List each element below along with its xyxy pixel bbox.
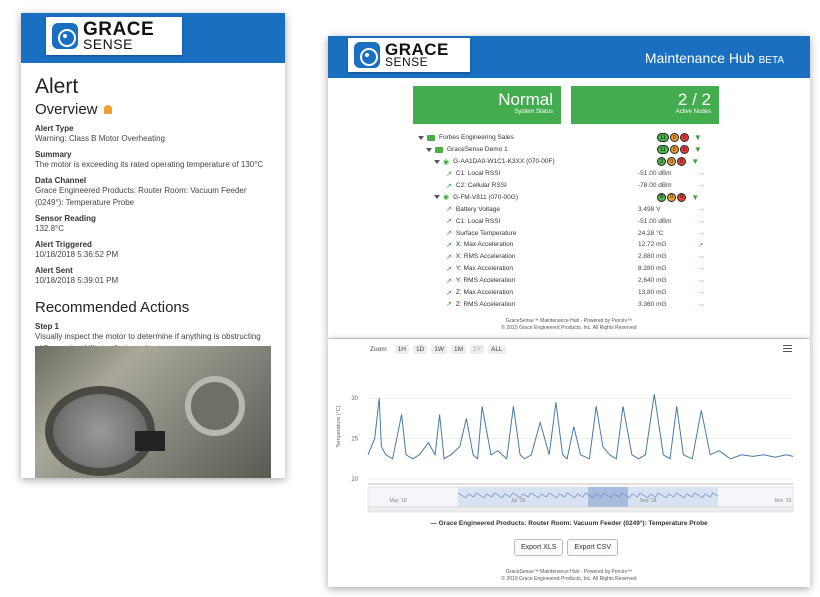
tree-row[interactable] [418,144,718,156]
channel-value: 13.80 mG [638,289,667,297]
tree-row-label: Z: RMS Acceleration [455,300,516,308]
trend-icon: ↗ [446,241,452,249]
recommended-actions-heading: Recommended Actions [35,299,190,316]
signal-icon: ▼ [693,145,702,155]
tree-row[interactable] [418,180,718,192]
count-badge: 0 [677,193,686,202]
navigator-label: May '18 [389,498,407,504]
signal-icon: ▼ [693,133,702,143]
y-tick-label: 25 [351,436,358,443]
trend-arrow-icon: → [698,229,705,237]
gracesense-logo-icon [52,23,78,49]
tree-row-label: G-AA1DA0-W1C1-K3XX (070-00F) [453,158,555,166]
tree-row-label: C2: Cellular RSSI [455,182,507,189]
tree-row-label: Forbes Engineering Sales [439,134,514,142]
signal-icon: ▼ [691,157,700,167]
trend-arrow-icon: → [698,277,705,285]
logo-text-line1: GRACE [385,39,449,59]
export-csv-button[interactable]: Export CSV [567,539,618,556]
count-badge: 0 [670,133,679,142]
field-label: Alert Triggered [35,240,92,249]
channel-value: 12.72 mG [638,241,667,249]
tree-row[interactable] [418,263,718,275]
tree-row-label: C1: Local RSSI [455,170,501,178]
trend-arrow-icon: ↗ [698,241,704,249]
trend-icon: ↗ [446,277,452,285]
zoom-option-1w[interactable]: 1W [431,345,447,354]
maintenance-hub-panel [328,36,810,338]
navigator-scrollbar[interactable] [368,507,793,512]
zoom-option-1h[interactable]: 1H [395,345,409,354]
zoom-option-1d[interactable]: 1D [413,345,427,354]
chart-legend[interactable]: — Grace Engineered Products: Router Room: Vacuum Feeder (0249°): Temperature Probe [430,520,708,527]
tree-row[interactable] [418,251,718,263]
zoom-option-all[interactable]: ALL [488,345,506,354]
channel-value: 2.880 mG [638,253,667,261]
node-icon: ◉ [443,158,450,166]
tree-row-label: Battery Voltage [455,205,500,213]
step-text: Visually inspect the motor to determine if anything is obstructing [35,332,261,341]
channel-value: -78.00 dBm [638,182,672,189]
chart-menu-icon[interactable] [783,345,792,352]
system-status-label: System Status [514,109,553,115]
field-value: Warning: Class B Motor Overheating [35,134,165,143]
node-icon: ◉ [443,194,450,202]
alert-title: Alert [35,75,79,98]
active-nodes-tile [571,86,719,124]
logo-text-line2: SENSE [385,55,429,70]
trend-icon: ↗ [446,230,452,238]
overview-heading: Overview [35,101,271,118]
bell-icon [104,105,112,114]
count-badge: 0 [670,145,679,154]
trend-icon: ↗ [446,182,452,190]
expand-caret-icon[interactable] [426,148,432,152]
field-label: Sensor Reading [35,214,96,223]
trend-arrow-icon: → [698,300,705,308]
tree-row[interactable] [418,132,718,144]
tree-row[interactable] [418,287,718,299]
alert-panel [21,13,285,478]
tree-row[interactable] [418,191,718,203]
count-badge: 8 [657,193,666,202]
step-label: Step 1 [35,322,60,331]
y-tick-label: 20 [351,477,358,483]
zoom-option-1y[interactable]: 1Y [470,345,484,354]
trend-icon: ↗ [446,253,452,261]
expand-caret-icon[interactable] [434,195,440,199]
field-value: Grace Engineered Products: Router Room: Vacuum Feeder (0249°): Temperature Probe [35,186,247,207]
tree-row[interactable] [418,168,718,180]
folder-icon [427,135,435,141]
field-value: 132.8°C [35,224,64,233]
tree-row-label: GraceSense Demo 1 [447,146,508,154]
tree-row-label: Y: Max Acceleration [455,265,513,273]
field-value: 10/18/2018 5:36:52 PM [35,250,119,259]
tree-row-label: X: Max Acceleration [455,241,514,249]
channel-value: -51.00 dBm [638,217,672,225]
tree-row-label: G-FM-V811 (070-00G) [453,193,519,201]
trend-icon: ↗ [446,170,452,178]
field-label: Alert Type [35,124,74,133]
trend-icon: ↗ [446,265,452,273]
trend-icon: ↗ [446,301,452,309]
gracesense-logo[interactable] [348,38,470,72]
tree-row[interactable] [418,156,718,168]
logo-text-line1: GRACE [83,19,155,41]
tree-row[interactable] [418,227,718,239]
channel-value: 8.280 mG [638,265,667,273]
field-value: 10/18/2018 5:39:01 PM [35,276,119,285]
chart-panel [328,339,810,587]
folder-icon [435,147,443,153]
logo-text-line2: SENSE [83,36,133,53]
export-xls-button[interactable]: Export XLS [514,539,563,556]
trend-arrow-icon: → [698,265,705,273]
count-badge: 0 [680,133,689,142]
trend-arrow-icon: → [698,217,705,225]
field-value: The motor is exceeding its rated operating temperature of 130°C [35,160,264,169]
tree-row[interactable] [418,275,718,287]
trend-arrow-icon: → [698,289,705,297]
active-nodes-value: 2 / 2 [677,90,711,109]
chart-footer: GraceSense™ Maintenance Hub - Powered by Percëv™ © 2019 Grace Engineered Products, Inc. All Rights Reserved [501,569,637,582]
trend-icon: ↗ [446,218,452,226]
alert-header-bar [21,13,285,63]
trend-arrow-icon: → [698,170,705,178]
count-badge: 11 [657,133,669,142]
gracesense-logo-icon [354,42,380,68]
system-status-tile [413,86,561,124]
tree-row[interactable] [418,215,718,227]
tree-row-label: Y: RMS Acceleration [455,277,516,285]
count-badge: 11 [657,145,669,154]
system-status-value: Normal [498,90,553,109]
y-tick-label: 30 [351,396,358,403]
temperature-chart[interactable] [328,359,810,519]
count-badge: 2 [657,157,666,166]
zoom-option-1m[interactable]: 1M [451,345,466,354]
tree-row-label: Surface Temperature [455,229,517,237]
temperature-series-line [368,394,793,459]
gracesense-logo [46,17,182,55]
navigator-label: Nov '18 [774,498,792,504]
trend-arrow-icon: → [698,205,705,213]
zoom-bar [370,345,506,354]
trend-arrow-icon: → [698,182,705,189]
trend-arrow-icon: → [698,253,705,261]
channel-value: 2.640 mG [638,277,667,285]
tree-row-label: Z: Max Acceleration [455,289,513,297]
field-label: Alert Sent [35,266,73,275]
hub-footer: GraceSense™ Maintenance Hub - Powered by Percëv™ © 2019 Grace Engineered Products, Inc. All Rights Reserved [501,318,637,331]
hub-header-bar [328,36,810,78]
navigator-label: Jul '18 [510,498,526,504]
beta-label: BETA [758,55,784,66]
tree-row-label: X: RMS Acceleration [455,253,516,261]
trend-icon: ↗ [446,289,452,297]
device-tree [418,132,718,310]
trend-icon: ↗ [446,206,452,214]
channel-value: -51.00 dBm [638,170,672,178]
tree-row[interactable] [418,203,718,215]
navigator-label: Sep '18 [639,498,657,504]
expand-caret-icon[interactable] [418,136,424,140]
tree-row[interactable] [418,298,718,310]
hub-title: Maintenance Hub BETA [644,50,784,66]
channel-value: 3.498 V [638,205,661,213]
expand-caret-icon[interactable] [434,160,440,164]
field-label: Data Channel [35,176,87,185]
channel-value: 24.28 °C [638,229,664,237]
active-nodes-label: Active Nodes [675,109,711,115]
count-badge: 0 [680,145,689,154]
motor-photo [35,346,271,478]
tree-row-label: C1: Local RSSI [455,217,501,225]
signal-icon: ▼ [691,192,700,202]
channel-value: 3.360 mG [638,300,667,308]
y-axis-label: Temperature (°C) [336,405,342,448]
field-label: Summary [35,150,72,159]
count-badge: 0 [667,157,676,166]
tree-row[interactable] [418,239,718,251]
count-badge: 0 [667,193,676,202]
zoom-label: Zoom [370,346,387,353]
count-badge: 0 [677,157,686,166]
